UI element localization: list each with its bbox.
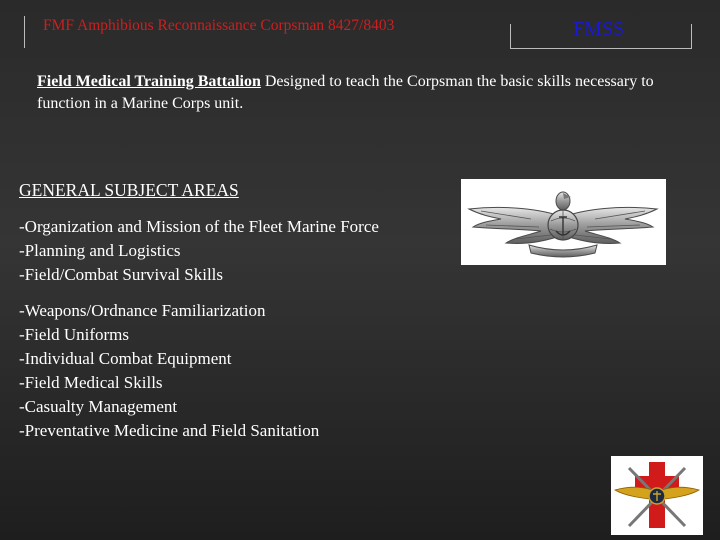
list-item: -Planning and Logistics [19, 241, 181, 260]
fmf-insignia-image [461, 179, 666, 265]
list-item: -Individual Combat Equipment [19, 349, 232, 368]
intro-text: Designed to teach the Corpsman the basic skills necessary to function in a Marine Corps unit. [37, 73, 654, 112]
red-cross-emblem-icon [611, 456, 703, 535]
header-code-box [510, 18, 692, 49]
list-item: -Casualty Management [19, 397, 178, 416]
intro-paragraph [37, 71, 677, 115]
list-item: -Organization and Mission of the Fleet Marine Force [19, 217, 379, 236]
eagle-insignia-icon [461, 179, 666, 265]
header-title-box [24, 16, 511, 48]
list-item: -Field Uniforms [19, 325, 130, 344]
list-item: -Preventative Medicine and Field Sanitation [19, 421, 320, 440]
intro-lead: Field Medical Training Battalion [37, 73, 261, 90]
page-title: FMF Amphibious Reconnaissance Corpsman 8427/8403 [43, 17, 395, 34]
medical-emblem-image [611, 456, 703, 535]
list-item: -Field Medical Skills [19, 373, 163, 392]
subject-list-2 [19, 299, 319, 443]
subject-list-1 [19, 215, 379, 287]
page-code: FMSS [573, 18, 625, 40]
section-title: GENERAL SUBJECT AREAS [19, 180, 239, 200]
list-item: -Field/Combat Survival Skills [19, 265, 224, 284]
list-item: -Weapons/Ordnance Familiarization [19, 301, 266, 320]
